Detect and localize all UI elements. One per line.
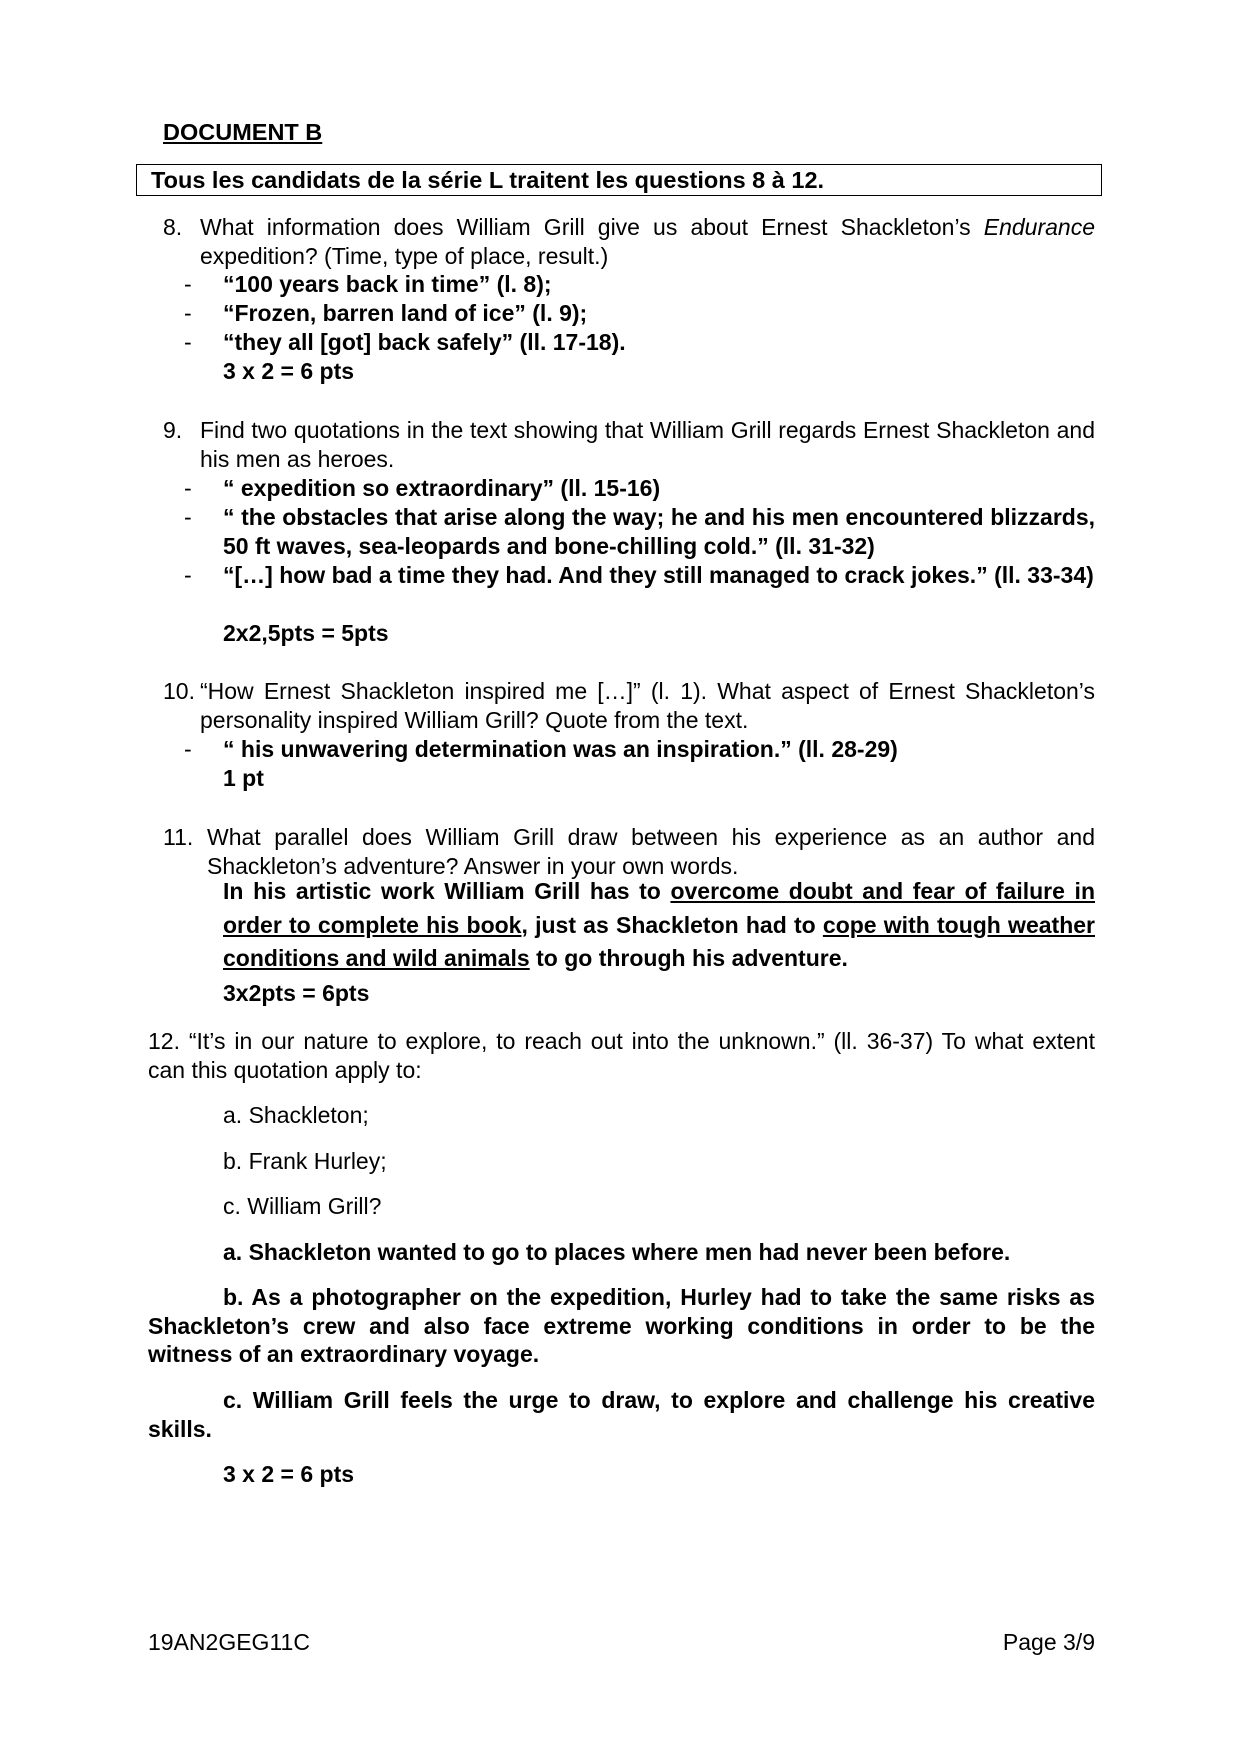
- q12-answer-b: b. As a photographer on the expedition, Hurley had to take the same risks as Shackleton’s crew and also face extreme working conditions in order to be the witness of an extraordinary voyage.: [148, 1284, 1095, 1367]
- q11-answer-part-1: In his artistic work William Grill has to: [223, 878, 671, 904]
- q8-number: 8.: [163, 214, 183, 240]
- q12-option-c: c. William Grill?: [223, 1193, 382, 1219]
- q9-answer-2: “ the obstacles that arise along the way; he and his men encountered blizzards, 50 ft waves, sea-leopards and bone-chilling cold.” (ll. 31-32): [223, 504, 1095, 559]
- q12-option-a: a. Shackleton;: [223, 1102, 369, 1128]
- q11-number: 11.: [163, 824, 194, 850]
- q12-text: 12. “It’s in our nature to explore, to reach out into the unknown.” (ll. 36-37) To what extent can this quotation apply to:: [148, 1028, 1095, 1083]
- q8-answer-3: “they all [got] back safely” (ll. 17-18).: [223, 329, 626, 355]
- q9-dash-1: -: [184, 475, 192, 501]
- q8-text-a: What information does William Grill give us about Ernest Shackleton’s: [200, 214, 984, 240]
- q10-answer: “ his unwavering determination was an inspiration.” (ll. 28-29): [223, 736, 898, 762]
- q9-text: Find two quotations in the text showing that William Grill regards Ernest Shackleton and his men as heroes.: [200, 417, 1095, 472]
- q10-dash-1: -: [184, 736, 192, 762]
- q8-dash-2: -: [184, 300, 192, 326]
- q9-answer-1: “ expedition so extraordinary” (ll. 15-16): [223, 475, 661, 501]
- q8-answer-2: “Frozen, barren land of ice” (l. 9);: [223, 300, 588, 326]
- q8-text-b: expedition? (Time, type of place, result.): [200, 242, 609, 269]
- q8-text: [200, 213, 1095, 270]
- q8-answer-1: “100 years back in time” (l. 8);: [223, 271, 552, 297]
- q11-answer: [223, 875, 1095, 976]
- q8-text-italic: Endurance: [983, 214, 1095, 240]
- footer-page-number: Page 3/9: [1002, 1629, 1095, 1655]
- document-title: DOCUMENT B: [163, 119, 323, 145]
- q9-points: 2x2,5pts = 5pts: [223, 620, 389, 646]
- q11-answer-part-2: , just as Shackleton had to: [521, 911, 823, 938]
- q8-dash-1: -: [184, 271, 192, 297]
- q12-answer-c: c. William Grill feels the urge to draw, to explore and challenge his creative skills.: [148, 1387, 1095, 1442]
- q9-answer-3: “[…] how bad a time they had. And they still managed to crack jokes.” (ll. 33-34): [223, 562, 1094, 588]
- q12-answer-a: a. Shackleton wanted to go to places where men had never been before.: [223, 1239, 1011, 1265]
- q12-option-b: b. Frank Hurley;: [223, 1148, 387, 1174]
- q9-dash-3: -: [184, 562, 192, 588]
- q11-answer-underline-1: overcome doubt and fear of failure in order to complete his book: [223, 878, 1095, 938]
- q8-points: 3 x 2 = 6 pts: [223, 358, 355, 384]
- q10-number: 10.: [163, 678, 195, 704]
- q11-answer-underline-2: cope with tough weather conditions and wild animals: [223, 911, 1095, 971]
- q9-number: 9.: [163, 417, 183, 443]
- q8-dash-3: -: [184, 329, 192, 355]
- q9-dash-2: -: [184, 504, 192, 530]
- q11-points: 3x2pts = 6pts: [223, 980, 370, 1006]
- q10-points: 1 pt: [223, 765, 264, 791]
- footer-code: 19AN2GEG11C: [148, 1629, 310, 1655]
- q12-points: 3 x 2 = 6 pts: [223, 1461, 355, 1487]
- q10-text: “How Ernest Shackleton inspired me […]” (l. 1). What aspect of Ernest Shackleton’s personality inspired William Grill? Quote from the text.: [200, 678, 1095, 733]
- q11-text: What parallel does William Grill draw between his experience as an author and Shackleton’s adventure? Answer in your own words.: [207, 824, 1095, 879]
- instruction-box: Tous les candidats de la série L traitent les questions 8 à 12.: [136, 164, 1102, 196]
- q11-answer-part-3: to go through his adventure.: [529, 945, 848, 971]
